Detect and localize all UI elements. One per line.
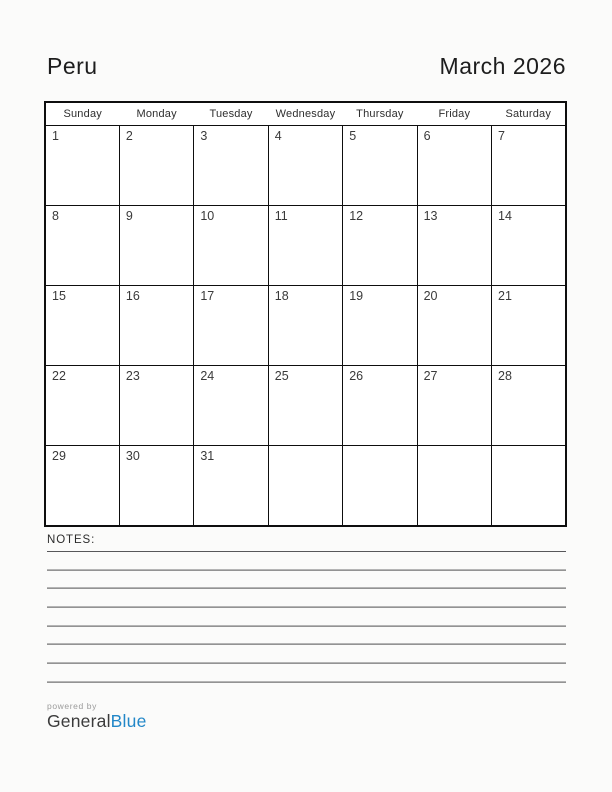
week-row: [45, 286, 566, 366]
day-cell: [268, 286, 342, 366]
day-cell: [492, 366, 566, 446]
notes-ruled-line: [47, 645, 566, 664]
notes-ruled-lines: [47, 552, 566, 683]
day-cell: [343, 286, 417, 366]
day-cell: [119, 366, 193, 446]
day-number: 1: [52, 129, 59, 143]
day-cell: [194, 366, 268, 446]
footer-logo: [47, 701, 147, 731]
day-cell: [194, 206, 268, 286]
notes-ruled-line: [47, 552, 566, 571]
day-number: 16: [125, 289, 140, 303]
week-row: [45, 446, 566, 527]
day-number: 9: [125, 209, 133, 223]
notes-header: [47, 534, 566, 552]
notes-ruled-line: [47, 571, 566, 590]
day-cell: [343, 206, 417, 286]
day-cell: [119, 206, 193, 286]
day-number: 22: [52, 369, 66, 383]
day-number: 12: [349, 209, 364, 223]
weekday-header: Friday: [417, 102, 491, 126]
day-cell: [268, 206, 342, 286]
day-number: 15: [52, 289, 66, 303]
day-cell: [268, 126, 342, 206]
day-cell: [492, 126, 566, 206]
day-number: 17: [200, 289, 215, 303]
day-cell: [268, 366, 342, 446]
day-cell: [119, 286, 193, 366]
week-row: [45, 206, 566, 286]
day-number: 29: [52, 449, 66, 463]
day-number: 27: [423, 369, 438, 383]
day-cell: [343, 126, 417, 206]
notes-ruled-line: [47, 589, 566, 608]
day-cell: [492, 206, 566, 286]
empty-day-cell: [343, 446, 417, 527]
weekday-header: Wednesday: [268, 102, 342, 126]
day-number: 19: [349, 289, 364, 303]
day-cell: [194, 286, 268, 366]
logo-general-text: General: [47, 711, 111, 731]
notes-section: [47, 534, 566, 683]
weekday-header: Saturday: [492, 102, 566, 126]
day-number: 4: [274, 129, 282, 143]
day-number: 13: [423, 209, 438, 223]
day-number: 18: [274, 289, 289, 303]
notes-ruled-line: [47, 608, 566, 627]
calendar-body: [45, 126, 566, 527]
day-cell: [492, 286, 566, 366]
day-cell: [417, 126, 491, 206]
empty-day-cell: [417, 446, 491, 527]
day-number: 2: [125, 129, 133, 143]
week-row: [45, 366, 566, 446]
day-number: 25: [274, 369, 289, 383]
day-cell: [417, 286, 491, 366]
day-number: 6: [423, 129, 431, 143]
day-number: 23: [125, 369, 140, 383]
day-cell: [45, 366, 119, 446]
empty-day-cell: [492, 446, 566, 527]
day-number: 11: [274, 209, 288, 223]
day-cell: [45, 206, 119, 286]
day-number: 7: [498, 129, 505, 143]
powered-by-text: powered by: [47, 701, 97, 711]
week-row: [45, 126, 566, 206]
day-cell: [45, 446, 119, 527]
day-cell: [45, 126, 119, 206]
empty-day-cell: [268, 446, 342, 527]
country-title: Peru: [47, 53, 98, 79]
general-blue-logo: [47, 712, 147, 731]
logo-blue-text: Blue: [110, 711, 147, 731]
day-cell: [343, 366, 417, 446]
day-number: 20: [423, 289, 438, 303]
weekday-header: Thursday: [343, 102, 417, 126]
page-header: [47, 53, 566, 79]
day-cell: [417, 206, 491, 286]
day-number: 10: [200, 209, 215, 223]
day-cell: [119, 446, 193, 527]
day-cell: [194, 446, 268, 527]
notes-label: NOTES:: [47, 534, 96, 546]
day-number: 14: [498, 209, 512, 223]
weekday-header: Monday: [119, 102, 193, 126]
day-cell: [417, 366, 491, 446]
day-cell: [194, 126, 268, 206]
day-number: 5: [349, 129, 357, 143]
day-cell: [119, 126, 193, 206]
notes-ruled-line: [47, 664, 566, 683]
day-number: 26: [349, 369, 364, 383]
month-year-title: March 2026: [439, 53, 566, 79]
calendar-grid: [44, 101, 567, 527]
weekday-header-row: [45, 102, 566, 126]
day-number: 31: [200, 449, 215, 463]
day-number: 8: [52, 209, 59, 223]
day-number: 3: [200, 129, 208, 143]
weekday-header: Sunday: [45, 102, 119, 126]
day-cell: [45, 286, 119, 366]
notes-ruled-line: [47, 627, 566, 646]
day-number: 30: [125, 449, 140, 463]
day-number: 24: [200, 369, 215, 383]
day-number: 21: [498, 289, 512, 303]
weekday-header: Tuesday: [194, 102, 268, 126]
day-number: 28: [498, 369, 512, 383]
